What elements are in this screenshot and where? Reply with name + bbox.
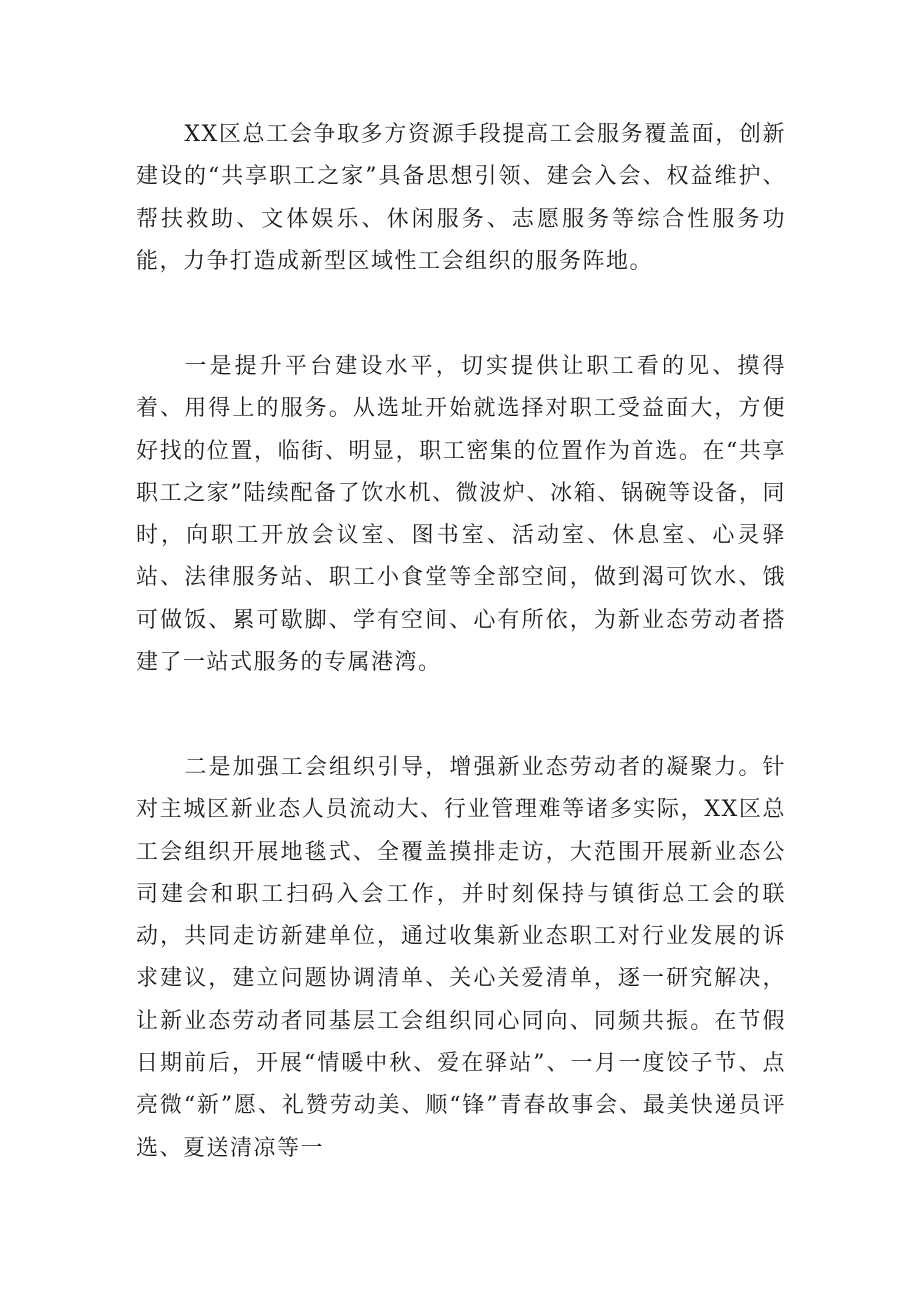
paragraph-platform-construction: 一是提升平台建设水平，切实提供让职工看的见、摸得着、用得上的服务。从选址开始就选择对职工受益面大，方便好找的位置，临街、明显，职工密集的位置作为首选。在“共享职工之家”陆续配备了饮水机、微波炉、冰箱、锅碗等设备，同时，向职工开放会议室、图书室、活动室、休息室、心灵驿站、法律服务站、职工小食堂等全部空间，做到渴可饮水、饿可做饭、累可歇脚、学有空间、心有所依，为新业态劳动者搭建了一站式服务的专属港湾。 bbox=[136, 354, 786, 676]
paragraph-intro: XX区总工会争取多方资源手段提高工会服务覆盖面，创新建设的“共享职工之家”具备思想引领、建会入会、权益维护、帮扶救助、文体娱乐、休闲服务、志愿服务等综合性服务功能，力争打造成新型区域性工会组织的服务阵地。 bbox=[136, 122, 786, 274]
paragraph-union-guidance: 二是加强工会组织引导，增强新业态劳动者的凝聚力。针对主城区新业态人员流动大、行业管理难等诸多实际，XX区总工会组织开展地毯式、全覆盖摸排走访，大范围开展新业态公司建会和职工扫码入会工作，并时刻保持与镇街总工会的联动，共同走访新建单位，通过收集新业态职工对行业发展的诉求建议，建立问题协调清单、关心关爱清单，逐一研究解决，让新业态劳动者同基层工会组织同心同向、同频共振。在节假日期前后，开展“情暖中秋、爱在驿站”、一月一度饺子节、点亮微“新”愿、礼赞劳动美、顺“锋”青春故事会、最美快递员评选、夏送清凉等一 bbox=[136, 755, 786, 1161]
